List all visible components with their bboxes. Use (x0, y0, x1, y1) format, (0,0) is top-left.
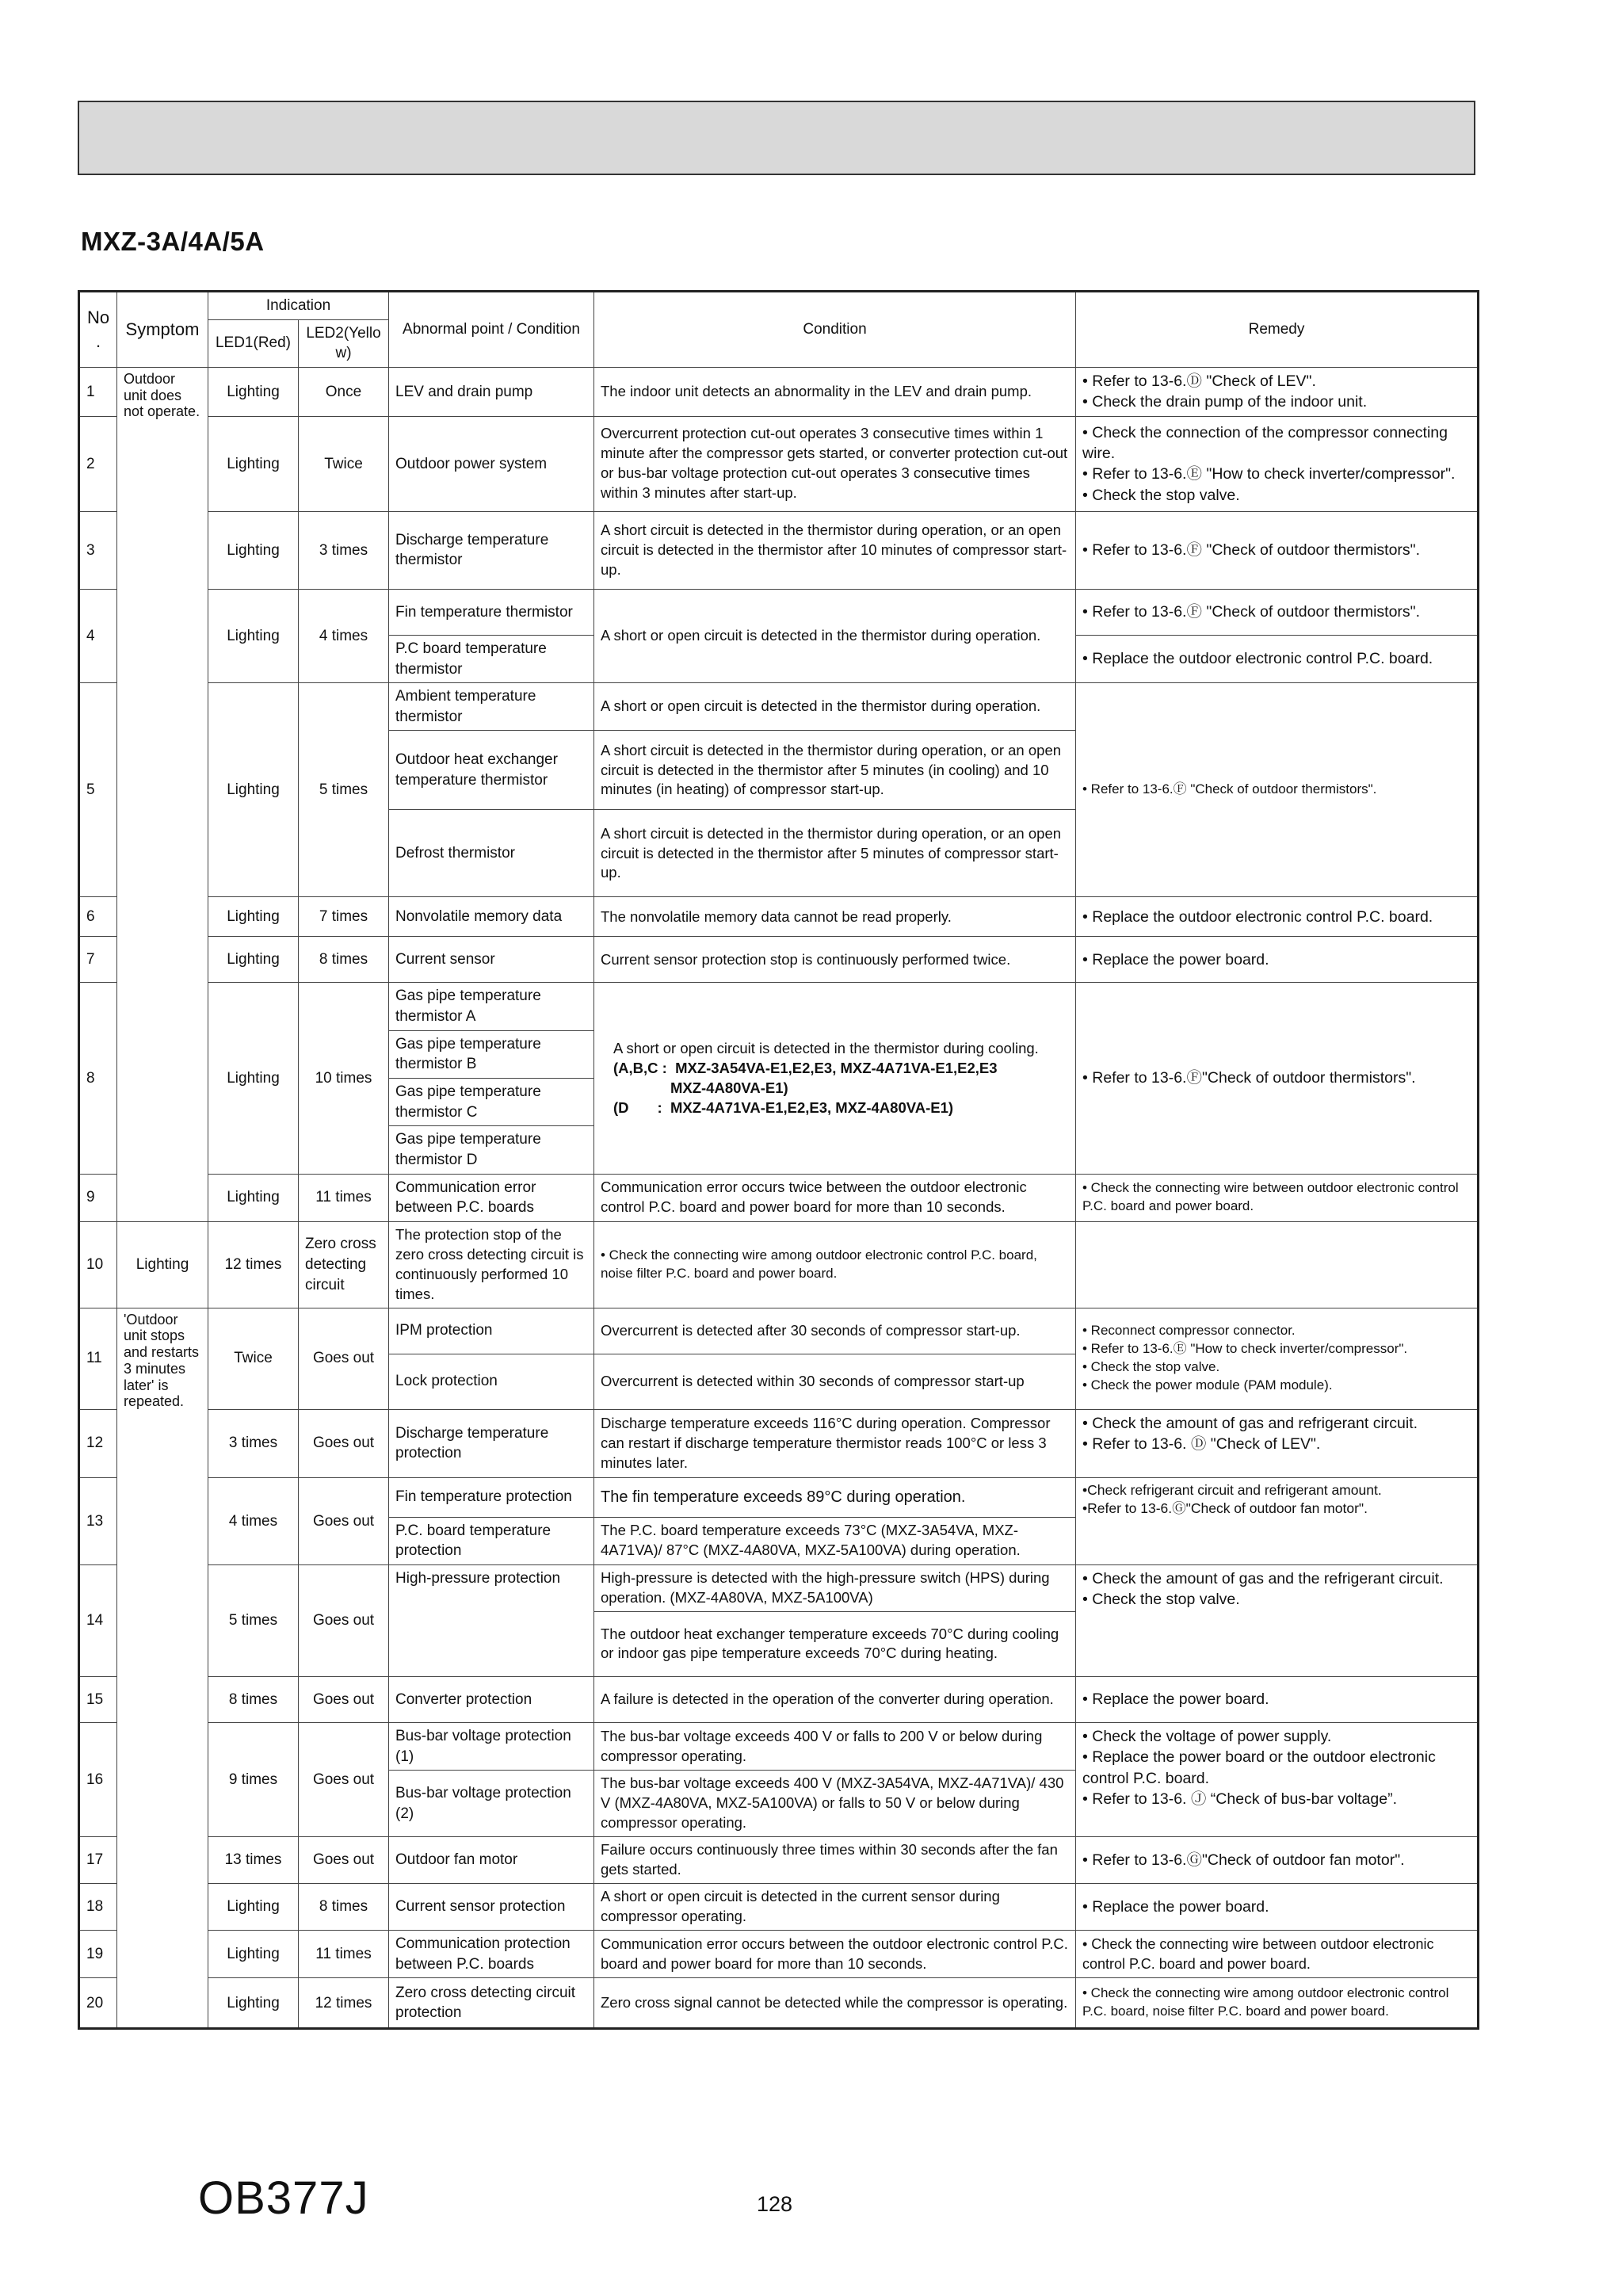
remedy-line: • Check the connection of the compressor connecting wire. (1082, 423, 1448, 463)
led2-cell: Once (299, 367, 389, 416)
led1-cell: Lighting (208, 983, 299, 1174)
row-number: 4 (79, 589, 117, 682)
remedy-line: • Check the amount of gas and the refrigerant circuit. (1082, 1570, 1444, 1588)
abnormal-point: P.C board temperature thermistor (389, 635, 594, 682)
row-number: 5 (79, 683, 117, 897)
abnormal-point: Gas pipe temperature thermistor C (389, 1079, 594, 1126)
abnormal-point: Gas pipe temperature thermistor D (389, 1126, 594, 1174)
remedy-cell: • Replace the outdoor electronic control P.C. board. (1076, 635, 1479, 682)
row-number: 2 (79, 416, 117, 511)
led2-cell: 5 times (299, 683, 389, 897)
row-number: 10 (79, 1221, 117, 1308)
table-row (79, 1221, 1479, 1308)
led2-cell: 3 times (299, 511, 389, 589)
table-row (79, 1837, 1479, 1884)
led1-cell: Lighting (208, 367, 299, 416)
remedy-line: • Reconnect compressor connector. (1082, 1323, 1296, 1339)
led2-cell: 8 times (299, 1884, 389, 1931)
remedy-line: • Check the stop valve. (1082, 1359, 1220, 1375)
row-number: 16 (79, 1722, 117, 1836)
led1-cell: 13 times (208, 1837, 299, 1884)
remedy-cell (1076, 416, 1479, 511)
led1-cell: Lighting (208, 589, 299, 682)
header-indication: Indication (208, 292, 389, 320)
header-symptom: Symptom (117, 292, 208, 368)
led1-cell: Lighting (208, 1931, 299, 1978)
remedy-cell (1076, 1409, 1479, 1477)
remedy-cell (1076, 1308, 1479, 1409)
condition-cell: Zero cross signal cannot be detected while the compressor is operating. (594, 1978, 1076, 2029)
led2-cell: 12 times (208, 1221, 299, 1308)
row-number: 9 (79, 1174, 117, 1221)
remedy-line: • Check the voltage of power supply. (1082, 1727, 1332, 1745)
abnormal-point: Discharge temperature protection (389, 1409, 594, 1477)
table-row (79, 1565, 1479, 1612)
remedy-cell: • Check the connecting wire between outdoor electronic control P.C. board and power board. (1076, 1174, 1479, 1221)
header-condition: Condition (594, 292, 1076, 368)
condition-cell: Overcurrent is detected after 30 seconds of compressor start-up. (594, 1308, 1076, 1354)
table-row (79, 416, 1479, 511)
header-led1: LED1(Red) (208, 319, 299, 367)
condition-cell: Current sensor protection stop is continuously performed twice. (594, 937, 1076, 983)
led1-cell: 4 times (208, 1477, 299, 1564)
led1-cell: Lighting (208, 1174, 299, 1221)
abnormal-point: Communication error between P.C. boards (389, 1174, 594, 1221)
header-abnormal: Abnormal point / Condition (389, 292, 594, 368)
condition-cell: A short circuit is detected in the thermistor during operation, or an open circuit is detected in the thermistor after 5 minutes of compressor start-up. (594, 810, 1076, 897)
remedy-line: • Refer to 13-6. Ⓙ “Check of bus-bar voltage”. (1082, 1790, 1397, 1808)
condition-cell: A short circuit is detected in the thermistor during operation, or an open circuit is detected in the thermistor after 5 minutes (in cooling) and 10 minutes (in heating) of compressor start-up. (594, 731, 1076, 810)
row-number: 15 (79, 1676, 117, 1722)
table-row (79, 1884, 1479, 1931)
led2-cell: Goes out (299, 1676, 389, 1722)
remedy-cell: • Refer to 13-6.Ⓕ "Check of outdoor thermistors". (1076, 683, 1479, 897)
condition-cell: Overcurrent is detected within 30 seconds of compressor start-up (594, 1354, 1076, 1409)
table-row (79, 683, 1479, 731)
header-remedy: Remedy (1076, 292, 1479, 368)
condition-cell: Communication error occurs twice between the outdoor electronic control P.C. board and power board for more than 10 seconds. (594, 1174, 1076, 1221)
remedy-line: • Check the stop valve. (1082, 486, 1240, 504)
table-row (79, 1174, 1479, 1221)
remedy-line: • Replace the power board or the outdoor electronic control P.C. board. (1082, 1748, 1436, 1787)
row-number: 17 (79, 1837, 117, 1884)
condition-cell: A failure is detected in the operation of the converter during operation. (594, 1676, 1076, 1722)
remedy-line: • Check the power module (PAM module). (1082, 1377, 1333, 1393)
remedy-cell: • Replace the power board. (1076, 1676, 1479, 1722)
row-number: 1 (79, 367, 117, 416)
abnormal-point: Converter protection (389, 1676, 594, 1722)
troubleshooting-table (78, 290, 1479, 2030)
remedy-cell (1076, 1477, 1479, 1564)
led2-cell: Goes out (299, 1837, 389, 1884)
abnormal-point: Ambient temperature thermistor (389, 683, 594, 731)
row-number: 6 (79, 897, 117, 937)
page-title: MXZ-3A/4A/5A (81, 227, 265, 256)
led2-cell: 8 times (299, 937, 389, 983)
condition-cell: The protection stop of the zero cross detecting circuit is continuously performed 10 times. (389, 1221, 594, 1308)
abnormal-point: Outdoor heat exchanger temperature thermistor (389, 731, 594, 810)
remedy-cell: • Refer to 13-6.Ⓖ"Check of outdoor fan motor". (1076, 1837, 1479, 1884)
led2-cell: 12 times (299, 1978, 389, 2029)
row-number: 12 (79, 1409, 117, 1477)
row-number: 7 (79, 937, 117, 983)
led1-cell: Lighting (208, 1978, 299, 2029)
abnormal-point: Bus-bar voltage protection (2) (389, 1771, 594, 1837)
remedy-line: •Check refrigerant circuit and refrigerant amount. (1082, 1481, 1382, 1498)
led1-cell: Lighting (208, 1884, 299, 1931)
condition-cell: A short or open circuit is detected in the thermistor during operation. (594, 589, 1076, 682)
abnormal-point: Fin temperature protection (389, 1477, 594, 1517)
remedy-line: • Refer to 13-6.Ⓔ "How to check inverter/compressor". (1082, 1341, 1408, 1357)
abnormal-point: Communication protection between P.C. boards (389, 1931, 594, 1978)
led2-cell: 11 times (299, 1174, 389, 1221)
page-number: 128 (757, 2192, 793, 2216)
condition-line: (A,B,C : MXZ-3A54VA-E1,E2,E3, MXZ-4A71VA-E1,E2,E3 (613, 1059, 998, 1076)
condition-cell: The outdoor heat exchanger temperature exceeds 70°C during cooling or indoor gas pipe temperature exceeds 70°C during heating. (594, 1611, 1076, 1676)
led2-cell: 10 times (299, 983, 389, 1174)
led1-cell: 5 times (208, 1565, 299, 1677)
remedy-cell: • Replace the power board. (1076, 937, 1479, 983)
condition-cell: High-pressure is detected with the high-pressure switch (HPS) during operation. (MXZ-4A80VA, MXZ-5A100VA) (594, 1565, 1076, 1612)
remedy-cell: • Check the connecting wire between outdoor electronic control P.C. board and power board. (1076, 1931, 1479, 1978)
remedy-line: • Check the amount of gas and refrigerant circuit. (1082, 1414, 1418, 1432)
led1-cell: Lighting (117, 1221, 208, 1308)
led2-cell: Goes out (299, 1722, 389, 1836)
abnormal-point: High-pressure protection (389, 1565, 594, 1677)
abnormal-point: P.C. board temperature protection (389, 1517, 594, 1564)
led2-cell: 4 times (299, 589, 389, 682)
abnormal-point: Gas pipe temperature thermistor B (389, 1030, 594, 1078)
condition-cell (594, 983, 1076, 1174)
led2-cell: 7 times (299, 897, 389, 937)
condition-cell: The nonvolatile memory data cannot be read properly. (594, 897, 1076, 937)
header-bar (78, 101, 1475, 175)
abnormal-point: Nonvolatile memory data (389, 897, 594, 937)
remedy-cell (1076, 1565, 1479, 1677)
remedy-line: • Check the drain pump of the indoor unit. (1082, 393, 1368, 411)
table-row (79, 1477, 1479, 1517)
condition-cell: A short or open circuit is detected in the thermistor during operation. (594, 683, 1076, 731)
table-row (79, 589, 1479, 635)
led2-cell: Goes out (299, 1308, 389, 1409)
table-row (79, 1409, 1479, 1477)
abnormal-point: Zero cross detecting circuit protection (389, 1978, 594, 2029)
row-number: 19 (79, 1931, 117, 1978)
row-number: 14 (79, 1565, 117, 1677)
row-number: 8 (79, 983, 117, 1174)
remedy-cell: • Check the connecting wire among outdoor electronic control P.C. board, noise filter P.C. board and power board. (1076, 1978, 1479, 2029)
condition-cell: The bus-bar voltage exceeds 400 V or falls to 200 V or below during compressor operating. (594, 1722, 1076, 1770)
condition-line: (D : MXZ-4A71VA-E1,E2,E3, MXZ-4A80VA-E1) (613, 1098, 954, 1116)
abnormal-point: Current sensor (389, 937, 594, 983)
table-row (79, 983, 1479, 1030)
led1-cell: 8 times (208, 1676, 299, 1722)
condition-cell: Communication error occurs between the outdoor electronic control P.C. board and power board for more than 10 seconds. (594, 1931, 1076, 1978)
abnormal-point: Lock protection (389, 1354, 594, 1409)
remedy-cell: • Check the connecting wire among outdoor electronic control P.C. board, noise filter P.C. board and power board. (594, 1221, 1076, 1308)
row-number: 13 (79, 1477, 117, 1564)
abnormal-point: Discharge temperature thermistor (389, 511, 594, 589)
remedy-cell: • Replace the outdoor electronic control P.C. board. (1076, 897, 1479, 937)
row-number: 20 (79, 1978, 117, 2029)
remedy-line: • Refer to 13-6.Ⓔ "How to check inverter/compressor". (1082, 465, 1456, 483)
led2-cell: Twice (299, 416, 389, 511)
remedy-cell: • Refer to 13-6.Ⓕ"Check of outdoor thermistors". (1076, 983, 1479, 1174)
led1-cell: 3 times (208, 1409, 299, 1477)
led2-cell: Goes out (299, 1409, 389, 1477)
row-number: 11 (79, 1308, 117, 1409)
abnormal-point: LEV and drain pump (389, 367, 594, 416)
condition-line: MXZ-4A80VA-E1) (613, 1079, 788, 1096)
row-number: 18 (79, 1884, 117, 1931)
led2-cell: 11 times (299, 1931, 389, 1978)
remedy-cell (1076, 367, 1479, 416)
led1-cell: Lighting (208, 511, 299, 589)
symptom-outdoor-unit-does-not-operate: Outdoor unit does not operate. (117, 367, 208, 1221)
led1-cell: 9 times (208, 1722, 299, 1836)
led1-cell: Lighting (208, 416, 299, 511)
abnormal-point: Defrost thermistor (389, 810, 594, 897)
table-row (79, 1978, 1479, 2029)
led2-cell: Goes out (299, 1565, 389, 1677)
remedy-cell: • Refer to 13-6.Ⓕ "Check of outdoor thermistors". (1076, 589, 1479, 635)
condition-cell: Discharge temperature exceeds 116°C during operation. Compressor can restart if discharge temperature thermistor reads 100°C or less 3 minutes later. (594, 1409, 1076, 1477)
header-no: No. (79, 292, 117, 368)
table-row (79, 1308, 1479, 1354)
condition-cell: A short or open circuit is detected in the current sensor during compressor operating. (594, 1884, 1076, 1931)
abnormal-point: Current sensor protection (389, 1884, 594, 1931)
remedy-cell: • Replace the power board. (1076, 1884, 1479, 1931)
remedy-cell: • Refer to 13-6.Ⓕ "Check of outdoor thermistors". (1076, 511, 1479, 589)
abnormal-point: IPM protection (389, 1308, 594, 1354)
condition-cell: The P.C. board temperature exceeds 73°C (MXZ-3A54VA, MXZ-4A71VA)/ 87°C (MXZ-4A80VA, MXZ-5A100VA) during operation. (594, 1517, 1076, 1564)
remedy-line: •Refer to 13-6.Ⓖ"Check of outdoor fan motor". (1082, 1500, 1368, 1517)
condition-cell: The bus-bar voltage exceeds 400 V (MXZ-3A54VA, MXZ-4A71VA)/ 430 V (MXZ-4A80VA, MXZ-5A100VA) or falls to 50 V or below during compressor operating. (594, 1771, 1076, 1837)
abnormal-point: Bus-bar voltage protection (1) (389, 1722, 594, 1770)
document-code: OB377J (198, 2172, 369, 2224)
symptom-outdoor-unit-restarts: 'Outdoor unit stops and restarts 3 minutes later' is repeated. (117, 1308, 208, 2029)
abnormal-point: Outdoor fan motor (389, 1837, 594, 1884)
condition-cell: A short circuit is detected in the thermistor during operation, or an open circuit is detected in the thermistor after 10 minutes of compressor start-up. (594, 511, 1076, 589)
abnormal-point: Zero cross detecting circuit (299, 1221, 389, 1308)
condition-cell: The indoor unit detects an abnormality in the LEV and drain pump. (594, 367, 1076, 416)
abnormal-point: Outdoor power system (389, 416, 594, 511)
troubleshooting-table-wrapper (78, 290, 1477, 2030)
table-row (79, 937, 1479, 983)
table-row (79, 897, 1479, 937)
table-row (79, 1931, 1479, 1978)
abnormal-point: Gas pipe temperature thermistor A (389, 983, 594, 1030)
remedy-cell (1076, 1722, 1479, 1836)
led1-cell: Twice (208, 1308, 299, 1409)
abnormal-point: Fin temperature thermistor (389, 589, 594, 635)
table-row (79, 1722, 1479, 1770)
led1-cell: Lighting (208, 937, 299, 983)
header-led2: LED2(Yellow) (299, 319, 389, 367)
condition-cell: Failure occurs continuously three times within 30 seconds after the fan gets started. (594, 1837, 1076, 1884)
table-row (79, 1676, 1479, 1722)
condition-cell: Overcurrent protection cut-out operates 3 consecutive times within 1 minute after the compressor gets started, or converter protection cut-out or bus-bar voltage protection cut-out operates 3 consecutive times within 3 minutes after start-up. (594, 416, 1076, 511)
row-number: 3 (79, 511, 117, 589)
condition-cell: The fin temperature exceeds 89°C during operation. (594, 1477, 1076, 1517)
table-row (79, 367, 1479, 416)
led1-cell: Lighting (208, 897, 299, 937)
table-row (79, 511, 1479, 589)
led2-cell: Goes out (299, 1477, 389, 1564)
remedy-line: • Check the stop valve. (1082, 1591, 1240, 1609)
remedy-line: • Refer to 13-6.Ⓓ "Check of LEV". (1082, 372, 1316, 391)
condition-line: A short or open circuit is detected in the thermistor during cooling. (613, 1039, 1039, 1056)
led1-cell: Lighting (208, 683, 299, 897)
remedy-line: • Refer to 13-6. Ⓓ "Check of LEV". (1082, 1435, 1321, 1454)
